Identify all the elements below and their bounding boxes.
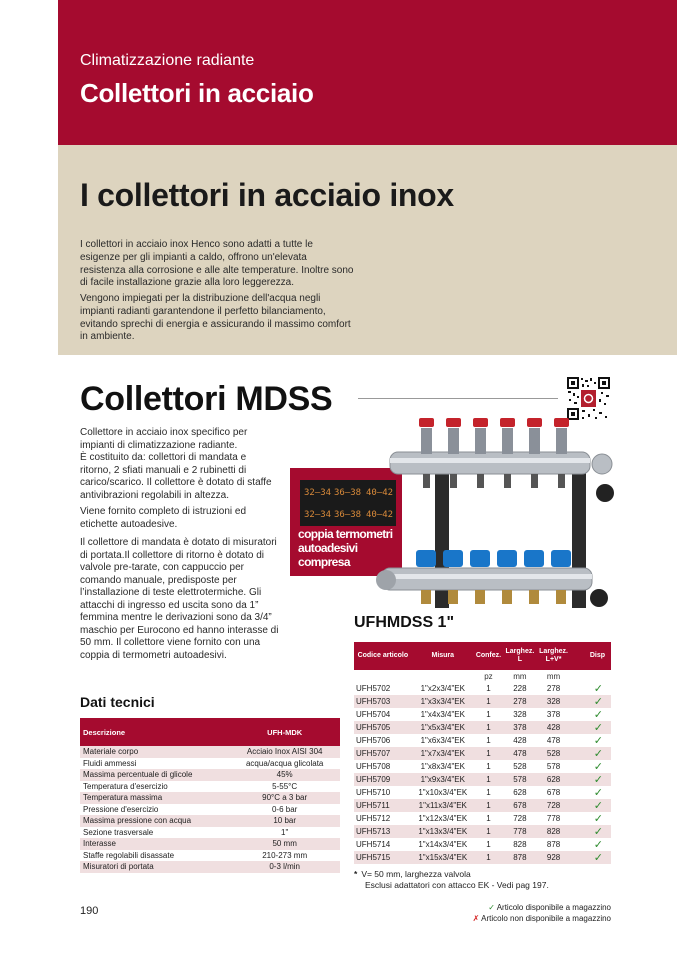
code-cell: UFH5704 [354, 708, 412, 721]
mdss-description-1: Collettore in acciaio inox specifico per impianti di climatizzazione radiante. [80, 427, 248, 451]
col-header-size: Misura [412, 642, 474, 670]
size-cell: 1"x3x3/4"EK [412, 695, 474, 708]
section-category: Climatizzazione radiante [80, 52, 255, 69]
code-cell: UFH5712 [354, 812, 412, 825]
tech-row [80, 804, 340, 816]
width-lv-cell: 278 [537, 682, 571, 695]
unit-cell [570, 670, 611, 682]
size-cell: 1"x10x3/4"EK [412, 786, 474, 799]
page-number: 190 [80, 905, 99, 917]
legend-available-text: Articolo disponibile a magazzino [496, 903, 611, 912]
mdss-description-3: Viene fornito completo di istruzioni ed etichette autoadesive. [80, 506, 247, 530]
width-l-cell: 478 [503, 747, 537, 760]
mdss-description-4: Il collettore di mandata è dotato di misuratori di portata.Il collettore di ritorno è dotato di valvole pre-tarate, con cappuccio per comando manuale, predisposte per l’installazione di teste elettrotermiche. Gli attacchi di ingresso ed uscita sono da 1” femmina mentre le derivazioni sono da 3/4” maschio per Eurocono ed hanno interasse di 50 mm. Il collettore viene fornito con una coppia di termometri autoadesivi. [80, 537, 279, 661]
pack-cell: 1 [474, 708, 503, 721]
check-icon: ✓ [570, 838, 611, 851]
table-row [354, 747, 611, 760]
tech-label: Staffe regolabili disassate [80, 850, 229, 862]
tech-data-title: Dati tecnici [80, 694, 155, 710]
thermo-label-1: 32–34 [304, 488, 332, 498]
width-l-cell: 728 [503, 812, 537, 825]
check-icon: ✓ [570, 708, 611, 721]
check-icon: ✓ [570, 851, 611, 864]
check-icon: ✓ [570, 825, 611, 838]
table-row [354, 773, 611, 786]
pack-cell: 1 [474, 786, 503, 799]
unit-cell [412, 670, 474, 682]
table-row [354, 734, 611, 747]
unit-cell: mm [513, 671, 527, 681]
thermo-label-4: 32–34 [304, 510, 332, 520]
width-l-cell: 678 [503, 799, 537, 812]
tech-label: Pressione d'esercizio [80, 804, 229, 816]
table-header-row [354, 642, 611, 670]
width-lv-cell: 678 [537, 786, 571, 799]
code-cell: UFH5714 [354, 838, 412, 851]
table-footnote [354, 869, 549, 890]
manifold-illustration [290, 408, 620, 620]
code-cell: UFH5709 [354, 773, 412, 786]
tech-label: Fluidi ammessi [80, 758, 229, 770]
tech-row [80, 815, 340, 827]
product-table [354, 642, 611, 864]
pack-cell: 1 [474, 851, 503, 864]
col-header-width-l: Larghez. L [503, 642, 537, 670]
check-icon: ✓ [570, 812, 611, 825]
table-row [354, 786, 611, 799]
size-cell: 1"x8x3/4"EK [412, 760, 474, 773]
caption-line-1: coppia termometri [298, 527, 393, 541]
width-lv-cell: 578 [537, 760, 571, 773]
table-row [354, 838, 611, 851]
width-lv-cell: 478 [537, 734, 571, 747]
availability-legend [473, 903, 611, 924]
tech-label: Misuratori di portata [80, 861, 229, 873]
tech-row [80, 792, 340, 804]
legend-unavailable [473, 914, 611, 925]
tech-value: 1" [229, 827, 340, 839]
col-header-pack: Confez. [474, 642, 503, 670]
table-row [354, 721, 611, 734]
legend-available [473, 903, 611, 914]
legend-unavailable-text: Articolo non disponibile a magazzino [481, 913, 611, 923]
width-l-cell: 428 [503, 734, 537, 747]
width-l-cell: 628 [503, 786, 537, 799]
code-cell: UFH5702 [354, 682, 412, 695]
check-icon: ✓ [570, 799, 611, 812]
pack-cell: 1 [474, 825, 503, 838]
mdss-title: Collettori MDSS [80, 380, 333, 418]
pack-cell: 1 [474, 721, 503, 734]
tech-row [80, 827, 340, 839]
thermo-label-6: 40–42 [366, 510, 394, 520]
width-lv-cell: 928 [537, 851, 571, 864]
mdss-description-2: È costituito da: collettori di mandata e ritorno, 2 sfiati manuali e 2 rubinetti di carico/scarico. Il collettore è dotato di staffe antivibrazioni regolabili in altezza. [80, 452, 272, 501]
code-cell: UFH5705 [354, 721, 412, 734]
code-cell: UFH5710 [354, 786, 412, 799]
width-l-cell: 578 [503, 773, 537, 786]
width-lv-cell: 528 [537, 747, 571, 760]
col-header-code: Codice articolo [354, 642, 412, 670]
tech-value: 0-3 l/min [229, 861, 340, 873]
table-row [354, 695, 611, 708]
width-lv-cell: 628 [537, 773, 571, 786]
thermo-label-5: 36–38 [334, 510, 362, 520]
thermometer-caption [298, 527, 393, 569]
tech-col-description: Descrizione [80, 718, 229, 746]
width-lv-cell: 378 [537, 708, 571, 721]
tech-label: Massima percentuale di glicole [80, 769, 229, 781]
thermo-label-2: 36–38 [334, 488, 362, 498]
code-cell: UFH5713 [354, 825, 412, 838]
pack-cell: 1 [474, 747, 503, 760]
unit-cell [354, 670, 412, 682]
size-cell: 1"x15x3/4"EK [412, 851, 474, 864]
title-rule [358, 398, 558, 399]
table-row [354, 799, 611, 812]
table-row [354, 825, 611, 838]
tech-value: 90°C a 3 bar [229, 792, 340, 804]
code-cell: UFH5706 [354, 734, 412, 747]
check-icon: ✓ [570, 734, 611, 747]
pack-cell: 1 [474, 799, 503, 812]
pack-cell: 1 [474, 734, 503, 747]
size-cell: 1"x9x3/4"EK [412, 773, 474, 786]
check-icon: ✓ [570, 695, 611, 708]
tech-header-row [80, 718, 340, 746]
tech-label: Sezione trasversale [80, 827, 229, 839]
size-cell: 1"x4x3/4"EK [412, 708, 474, 721]
footnote-text-1: V= 50 mm, larghezza valvola [361, 869, 471, 879]
tech-value: 50 mm [229, 838, 340, 850]
pack-cell: 1 [474, 695, 503, 708]
check-icon: ✓ [488, 903, 495, 912]
width-lv-cell: 828 [537, 825, 571, 838]
size-cell: 1"x11x3/4"EK [412, 799, 474, 812]
caption-line-2: autoadesivi [298, 541, 358, 555]
tech-data-table [80, 718, 340, 873]
tech-label: Temperatura massima [80, 792, 229, 804]
width-lv-cell: 728 [537, 799, 571, 812]
tech-label: Massima pressione con acqua [80, 815, 229, 827]
width-lv-cell: 778 [537, 812, 571, 825]
size-cell: 1"x2x3/4"EK [412, 682, 474, 695]
check-icon: ✓ [570, 760, 611, 773]
width-lv-cell: 878 [537, 838, 571, 851]
table-row [354, 708, 611, 721]
size-cell: 1"x6x3/4"EK [412, 734, 474, 747]
width-lv-cell: 428 [537, 721, 571, 734]
cross-icon: ✗ [472, 913, 480, 923]
intro-title: I collettori in acciaio inox [80, 177, 454, 213]
check-icon: ✓ [570, 682, 611, 695]
unit-cell: pz [484, 671, 493, 681]
code-cell: UFH5715 [354, 851, 412, 864]
tech-row [80, 850, 340, 862]
units-row [354, 670, 611, 682]
check-icon: ✓ [570, 721, 611, 734]
width-l-cell: 878 [503, 851, 537, 864]
tech-row [80, 758, 340, 770]
tech-label: Interasse [80, 838, 229, 850]
footnote-text-2: Esclusi adattatori con attacco EK - Vedi pag 197. [365, 879, 549, 890]
width-lv-cell: 328 [537, 695, 571, 708]
col-header-availability: Disp [570, 642, 611, 670]
size-cell: 1"x13x3/4"EK [412, 825, 474, 838]
pack-cell: 1 [474, 838, 503, 851]
col-header-width-lv: Larghez. L+V* [537, 642, 571, 670]
width-l-cell: 278 [503, 695, 537, 708]
intro-paragraph-1: I collettori in acciaio inox Henco sono adatti a tutte le esigenze per gli impianti a caldo, offrono un'elevata resistenza alla corrosione e alle alte temperature. Inoltre sono di facile installazione grazie alla loro leggerezza. [80, 239, 354, 289]
section-title: Collettori in acciaio [80, 78, 314, 108]
width-l-cell: 378 [503, 721, 537, 734]
tech-value: 210-273 mm [229, 850, 340, 862]
tech-row [80, 769, 340, 781]
size-cell: 1"x14x3/4"EK [412, 838, 474, 851]
tech-value: acqua/acqua glicolata [229, 758, 340, 770]
tech-value: 45% [229, 769, 340, 781]
intro-paragraph-2: Vengono impiegati per la distribuzione dell'acqua negli impianti radianti garantendone il perfetto bilanciamento, evitando sprechi di energia e assicurando il massimo comfort in ambiente. [80, 293, 351, 343]
code-cell: UFH5708 [354, 760, 412, 773]
table-row [354, 812, 611, 825]
tech-label: Temperatura d'esercizio [80, 781, 229, 793]
size-cell: 1"x12x3/4"EK [412, 812, 474, 825]
check-icon: ✓ [570, 786, 611, 799]
thermo-label-3: 40–42 [366, 488, 394, 498]
tech-row [80, 861, 340, 873]
header-banner [58, 0, 677, 145]
code-cell: UFH5711 [354, 799, 412, 812]
tech-value: 10 bar [229, 815, 340, 827]
table-row [354, 760, 611, 773]
check-icon: ✓ [570, 747, 611, 760]
code-cell: UFH5703 [354, 695, 412, 708]
tech-value: 5-55°C [229, 781, 340, 793]
width-l-cell: 328 [503, 708, 537, 721]
pack-cell: 1 [474, 812, 503, 825]
tech-value: Acciaio Inox AISI 304 [229, 746, 340, 758]
tech-col-model: UFH-MDK [229, 718, 340, 746]
tech-row [80, 838, 340, 850]
footnote-line-1 [354, 869, 549, 880]
check-icon: ✓ [570, 773, 611, 786]
table-row [354, 851, 611, 864]
table-row [354, 682, 611, 695]
product-table-title: UFHMDSS 1" [354, 614, 455, 631]
tech-row [80, 781, 340, 793]
size-cell: 1"x7x3/4"EK [412, 747, 474, 760]
unit-cell: mm [546, 671, 561, 681]
code-cell: UFH5707 [354, 747, 412, 760]
width-l-cell: 228 [503, 682, 537, 695]
tech-label: Materiale corpo [80, 746, 229, 758]
caption-line-3: compresa [298, 555, 350, 569]
tech-value: 0-6 bar [229, 804, 340, 816]
width-l-cell: 778 [503, 825, 537, 838]
width-l-cell: 528 [503, 760, 537, 773]
footnote-star: * [354, 869, 358, 879]
width-l-cell: 828 [503, 838, 537, 851]
pack-cell: 1 [474, 773, 503, 786]
pack-cell: 1 [474, 760, 503, 773]
size-cell: 1"x5x3/4"EK [412, 721, 474, 734]
pack-cell: 1 [474, 682, 503, 695]
tech-row [80, 746, 340, 758]
